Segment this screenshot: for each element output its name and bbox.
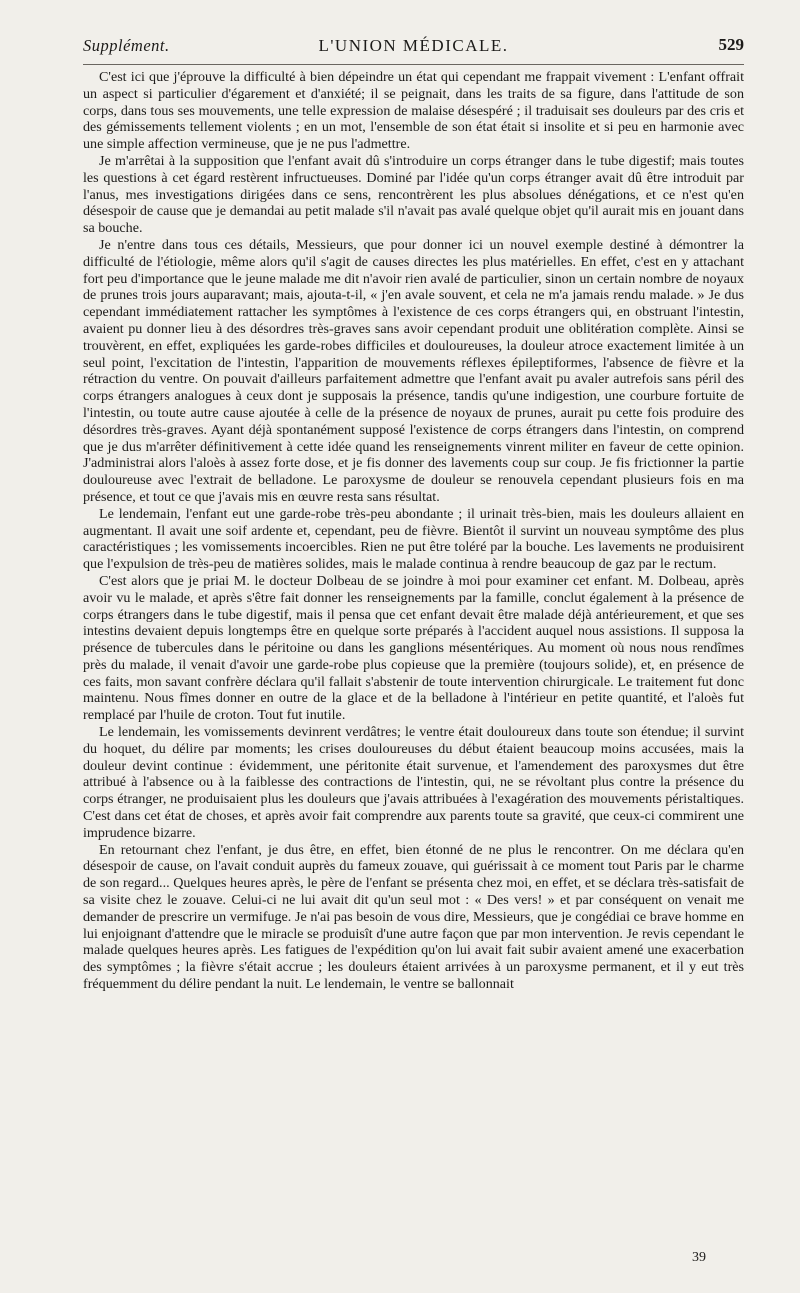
section-label: Supplément. xyxy=(83,36,170,55)
running-head xyxy=(83,30,744,65)
paragraph: Je m'arrêtai à la supposition que l'enfant avait dû s'introduire un corps étranger dans le tube digestif; mais toutes les questions à cet égard restèrent infructueuses. Dominé par l'idée qu'un corps étranger avait dû être introduit par l'anus, mes investigations dirigées dans ce sens, rencontrèrent les plus absolues dénégations, et ce n'est qu'en désespoir de cause que je demandai au petit malade s'il n'avait pas avalé quelque objet qu'il aurait mis en jouant dans sa bouche. xyxy=(83,152,744,237)
paragraph: C'est alors que je priai M. le docteur Dolbeau de se joindre à moi pour examiner cet enfant. M. Dolbeau, après avoir vu le malade, et après s'être fait donner les renseignements par la famille, conclut également à la présence de corps étrangers dans le tube digestif, mais il pensa que cet enfant devait être malade déjà antérieurement, et que ses intestins devaient depuis longtemps être en quelque sorte préparés à l'accident auquel nous assistions. Il supposa la présence de tubercules dans le péritoine ou dans les ganglions mésentériques. Au moment où nous nous rendîmes près du malade, il venait d'avoir une garde-robe plus copieuse que la première (toujours solide), et, en présence de ces faits, mon savant confrère déclara qu'il fallait s'abstenir de toute intervention chirurgicale. Le traitement fut donc maintenu. Nous fîmes donner en outre de la glace et de la belladone à l'intérieur en petite quantité, et l'aloès fut remplacé par l'huile de croton. Tout fut inutile. xyxy=(83,572,744,724)
paragraph: Je n'entre dans tous ces détails, Messieurs, que pour donner ici un nouvel exemple destiné à démontrer la difficulté de l'étiologie, même alors qu'il s'agit de causes directes les plus matérielles. En effet, c'est en y attachant fort peu d'importance que le jeune malade me dit n'avoir rien avalé de particulier, sinon un certain nombre de noyaux de prunes trois jours auparavant; mais, ajouta-t-il, « j'en avale souvent, et cela ne m'a jamais rendu malade. » Je dus cependant immédiatement rattacher les symptômes à l'existence de ces corps étrangers qui, en obstruant l'intestin, avaient pu donner lieu à des désordres très-graves sans avoir cependant produit une oblitération complète. Ainsi se trouvèrent, en effet, expliquées les garde-robes difficiles et douloureuses, la douleur atroce exactement limitée à un seul point, l'excitation de l'intestin, l'apparition de mouvements réflexes épileptiformes, l'absence de fièvre et la rétraction du ventre. On pouvait d'ailleurs parfaitement admettre que l'enfant avait pu avaler autrefois sans péril des corps étrangers analogues à ceux dont je supposais la présence, tandis qu'une indigestion, une courbure fortuite de l'intestin, ou toute autre cause ajoutée à celle de la présence de noyaux de prunes, aurait pu cette fois produire des désordres très-graves. Ayant déjà spontanément supposé l'existence de corps étrangers dans l'intestin, on comprend que je dus m'arrêter définitivement à cette idée quand les renseignements vinrent militer en faveur de cette opinion. J'administrai alors l'aloès à assez forte dose, et je fis donner des lavements coup sur coup. Je fis frictionner la partie douloureuse avec l'extrait de belladone. Le paroxysme de douleur se renouvela cependant plusieurs fois en ma présence, et tout ce que j'avais mis en œuvre resta sans résultat. xyxy=(83,236,744,505)
journal-title: L'UNION MÉDICALE. xyxy=(318,36,509,55)
paragraph: Le lendemain, les vomissements devinrent verdâtres; le ventre était douloureux dans toute son étendue; il survint du hoquet, du délire par moments; les crises douloureuses du début étaient beaucoup moins accusées, mais la douleur devint continue : évidemment, une péritonite était survenue, et l'amendement des paroxysmes dut être attribué à l'absence ou à la faiblesse des contractions de l'intestin, qui, ne se révoltant plus contre la présence du corps étranger, ne produisaient plus les douleurs que j'avais attribuées à l'exagération des mouvements péristaltiques. C'est dans cet état de choses, et après avoir fait comprendre aux parents toute sa gravité, que ceux-ci commirent une imprudence bizarre. xyxy=(83,724,744,841)
paragraph: Le lendemain, l'enfant eut une garde-robe très-peu abondante ; il urinait très-bien, mais les douleurs allaient en augmentant. Il avait une soif ardente et, cependant, peu de fièvre. Bientôt il survint un nouveau symptôme des plus caractéristiques ; les vomissements incoercibles. Rien ne put être toléré par la bouche. Les lavements ne produisirent que l'expulsion de très-peu de matières solides, mais le malade continua à rendre beaucoup de gaz par le rectum. xyxy=(83,505,744,573)
paragraph: En retournant chez l'enfant, je dus être, en effet, bien étonné de ne plus le rencontrer. On me déclara qu'en désespoir de cause, on l'avait conduit auprès du fameux zouave, qui guérissait à ce moment tout Paris par le charme de son regard... Quelques heures après, le père de l'enfant se présenta chez moi, en effet, et se déclara très-satisfait de sa visite chez le zouave. Celui-ci ne lui avait dit qu'un seul mot : « Des vers! » et par conséquent on venait me demander de prescrire un vermifuge. Je n'ai pas besoin de vous dire, Messieurs, que je congédiai ce brave homme en lui enjoignant d'attendre que le miracle se produisît d'une autre façon que par mon intervention. Je revis cependant le malade quelques heures après. Les fatigues de l'expédition qu'on lui avait fait subir avaient amené une exacerbation des symptômes ; la fièvre s'était accrue ; les douleurs étaient arrivées à un paroxysme permanent, et il y eut très fréquemment du délire pendant la nuit. Le lendemain, le ventre se ballonnait xyxy=(83,841,744,993)
signature-mark: 39 xyxy=(692,1250,706,1265)
paragraph: C'est ici que j'éprouve la difficulté à bien dépeindre un état qui cependant me frappait vivement : L'enfant offrait un aspect si particulier d'égarement et d'anxiété; il se peignait, dans les traits de sa figure, dans l'attitude de son corps, dans tous ses mouvements, une telle expression de malaise désespéré ; il traduisait ses douleurs par des cris et des gémissements tellement violents ; en un mot, l'ensemble de son état était si insolite et si peu en harmonie avec une simple affection vermineuse, que je ne pus l'admettre. xyxy=(83,69,744,153)
article-body xyxy=(83,69,744,993)
page-number: 529 xyxy=(718,35,744,54)
